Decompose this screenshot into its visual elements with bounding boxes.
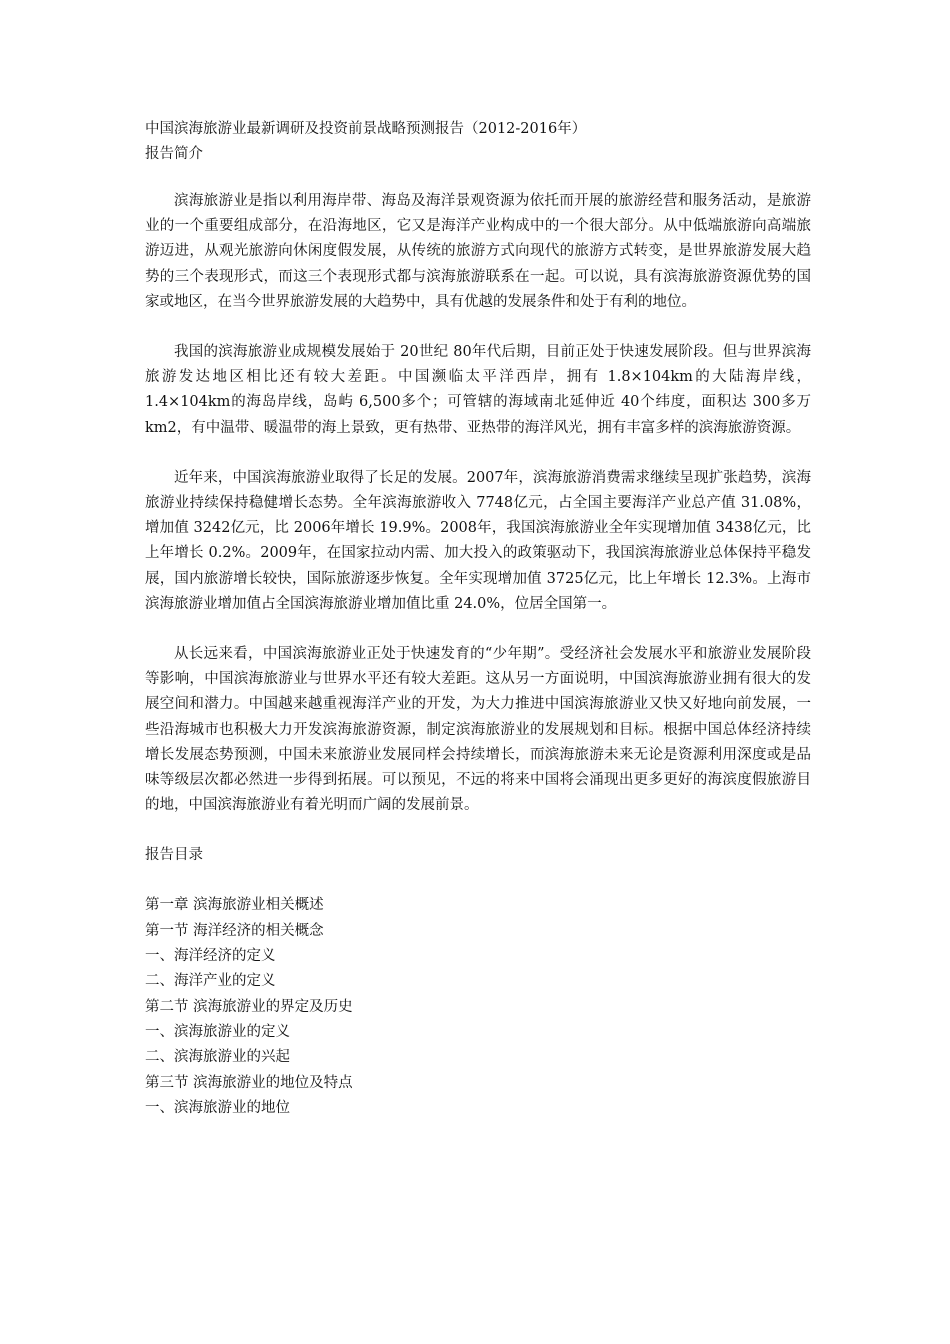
toc-item: 第一章 滨海旅游业相关概述	[145, 897, 324, 914]
toc-item: 一、滨海旅游业的定义	[145, 1023, 290, 1040]
toc-item: 第一节 海洋经济的相关概念	[145, 922, 324, 939]
intro-paragraph-2: 我国的滨海旅游业成规模发展始于 20世纪 80年代后期，目前正处于快速发展阶段。但与世界滨海旅游发达地区相比还有较大差距。中国濒临太平洋西岸，拥有 1.8×104km的大陆海岸线，1.4×104km的海岛岸线，岛屿 6,500多个；可管辖的海域南北延伸近 40个纬度，面积达 300多万 km2，有中温带、暖温带的海上景致，更有热带、亚热带的海洋风光，拥有丰富多样的滨海旅游资源。	[145, 344, 811, 436]
intro-paragraph-3: 近年来，中国滨海旅游业取得了长足的发展。2007年，滨海旅游消费需求继续呈现扩张趋势，滨海旅游业持续保持稳健增长态势。全年滨海旅游收入 7748亿元，占全国主要海洋产业总产值 31.08%，增加值 3242亿元，比 2006年增长 19.9%。2008年，我国滨海旅游业全年实现增加值 3438亿元，比上年增长 0.2%。2009年，在国家拉动内需、加大投入的政策驱动下，我国滨海旅游业总体保持平稳发展，国内旅游增长较快，国际旅游逐步恢复。全年实现增加值 3725亿元，比上年增长 12.3%。上海市滨海旅游业增加值占全国滨海旅游业增加值比重 24.0%，位居全国第一。	[145, 469, 811, 612]
toc-heading: 报告目录	[145, 847, 203, 864]
document-body	[145, 117, 811, 1121]
intro-heading: 报告简介	[145, 146, 203, 162]
table-of-contents	[145, 893, 811, 1121]
toc-item: 一、滨海旅游业的地位	[145, 1099, 290, 1116]
report-title: 中国滨海旅游业最新调研及投资前景战略预测报告（2012-2016年）	[145, 121, 587, 137]
toc-item: 二、滨海旅游业的兴起	[145, 1049, 290, 1066]
toc-item: 第三节 滨海旅游业的地位及特点	[145, 1074, 353, 1091]
toc-item: 第二节 滨海旅游业的界定及历史	[145, 998, 353, 1015]
toc-item: 一、海洋经济的定义	[145, 948, 276, 965]
toc-item: 二、海洋产业的定义	[145, 973, 276, 990]
intro-paragraph-4: 从长远来看，中国滨海旅游业正处于快速发育的“少年期”。受经济社会发展水平和旅游业发展阶段等影响，中国滨海旅游业与世界水平还有较大差距。这从另一方面说明，中国滨海旅游业拥有很大的发展空间和潜力。中国越来越重视海洋产业的开发，为大力推进中国滨海旅游业又快又好地向前发展，一些沿海城市也积极大力开发滨海旅游资源，制定滨海旅游业的发展规划和目标。根据中国总体经济持续增长发展态势预测，中国未来旅游业发展同样会持续增长，而滨海旅游未来无论是资源利用深度或是品味等级层次都必然进一步得到拓展。可以预见，不远的将来中国将会涌现出更多更好的海滨度假旅游目的地，中国滨海旅游业有着光明而广阔的发展前景。	[145, 646, 811, 814]
intro-paragraph-1: 滨海旅游业是指以利用海岸带、海岛及海洋景观资源为依托而开展的旅游经营和服务活动，是旅游业的一个重要组成部分，在沿海地区，它又是海洋产业构成中的一个很大部分。从中低端旅游向高端旅游迈进，从观光旅游向休闲度假发展，从传统的旅游方式向现代的旅游方式转变，是世界旅游发展大趋势的三个表现形式，而这三个表现形式都与滨海旅游联系在一起。可以说，具有滨海旅游资源优势的国家或地区，在当今世界旅游发展的大趋势中，具有优越的发展条件和处于有利的地位。	[145, 193, 811, 310]
